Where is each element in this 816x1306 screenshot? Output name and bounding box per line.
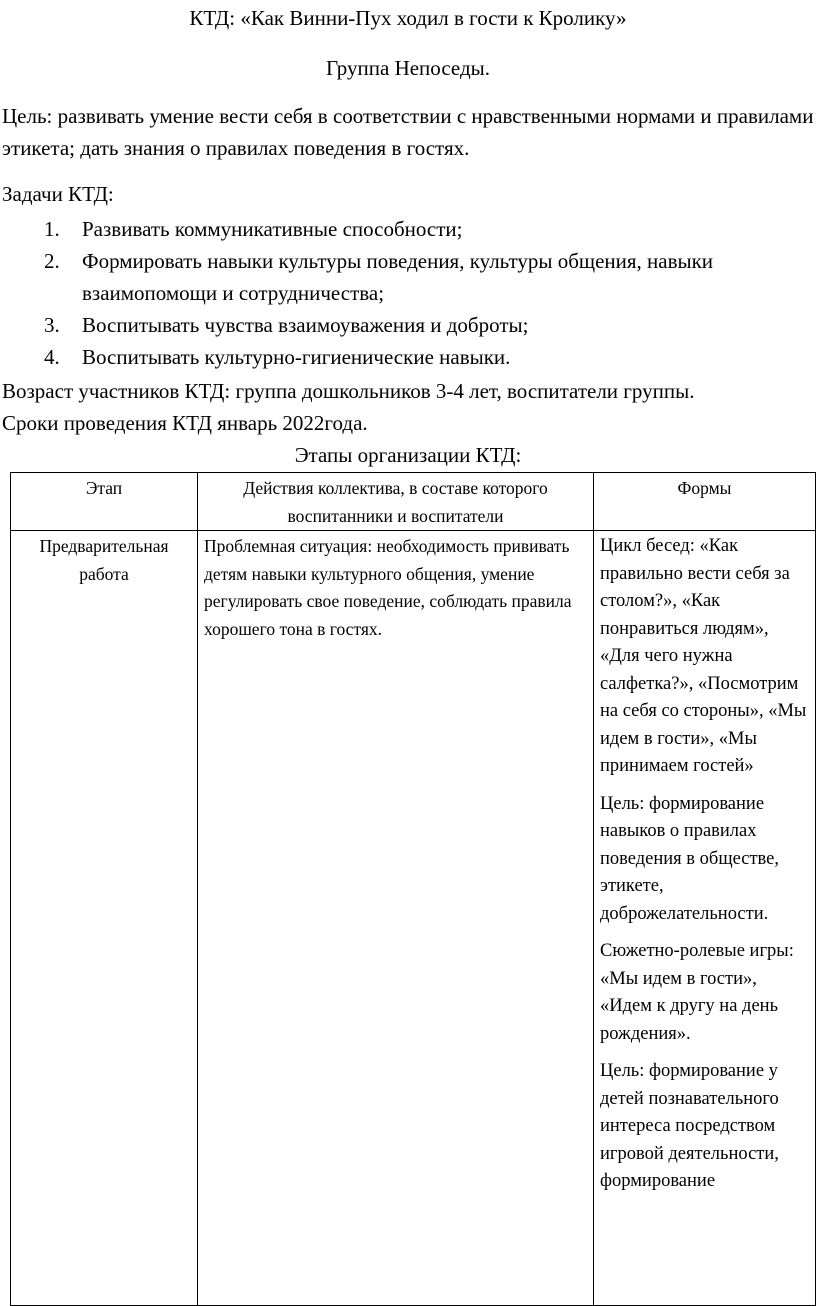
task-number: 1. [44,217,60,241]
cell-stage: Предварительная работа [11,531,198,1306]
table-row [11,531,816,1306]
tasks-heading: Задачи КТД: [2,182,114,206]
list-item [44,341,804,373]
forms-paragraph: Цикл бесед: «Как правильно вести себя за столом?», «Как понравиться людям», «Для чего нужна салфетка?», «Посмотрим на себя со стороны», «Мы идем в гости», «Мы принимаем гостей» [600,536,807,776]
task-text: Воспитывать культурно-гигиенические навыки. [82,345,511,369]
cell-forms [594,531,816,1306]
task-number: 3. [44,313,60,337]
stages-table [10,472,816,1306]
task-number: 4. [44,345,60,369]
task-text: Развивать коммуникативные способности; [82,217,463,241]
header-actions: Действия коллектива, в составе которого воспитанники и воспитатели [198,473,594,531]
goal-paragraph: Цель: развивать умение вести себя в соответствии с нравственными нормами и правилами этикета; дать знания о правилах поведения в гостях. [2,104,814,160]
forms-paragraph: Цель: формирование у детей познавательного интереса посредством игровой деятельности, формирование [600,1061,779,1191]
header-forms: Формы [594,473,816,531]
task-text: Воспитывать чувства взаимоуважения и доброты; [82,313,529,337]
participants-age: Возраст участников КТД: группа дошкольников 3-4 лет, воспитатели группы. [2,379,695,403]
task-number: 2. [44,249,60,273]
group-name: Группа Непоседы. [325,56,490,80]
document-title: КТД: «Как Винни-Пух ходил в гости к Кролику» [189,6,627,30]
task-text: Формировать навыки культуры поведения, культуры общения, навыки взаимопомощи и сотрудничества; [82,249,714,305]
forms-paragraph: Сюжетно-ролевые игры: «Мы идем в гости», «Идем к другу на день рождения». [600,941,794,1044]
stages-title: Этапы организации КТД: [294,443,522,467]
header-stage: Этап [11,473,198,531]
list-item [44,245,804,309]
list-item [44,309,804,341]
cell-actions: Проблемная ситуация: необходимость прививать детям навыки культурного общения, умение регулировать свое поведение, соблюдать правила хорошего тона в гостях. [198,531,594,1306]
table-header-row [11,473,816,531]
list-item [44,213,804,245]
tasks-list [44,213,804,373]
event-terms: Сроки проведения КТД январь 2022года. [2,411,368,435]
forms-paragraph: Цель: формирование навыков о правилах поведения в обществе, этикете, доброжелательности. [600,793,780,924]
